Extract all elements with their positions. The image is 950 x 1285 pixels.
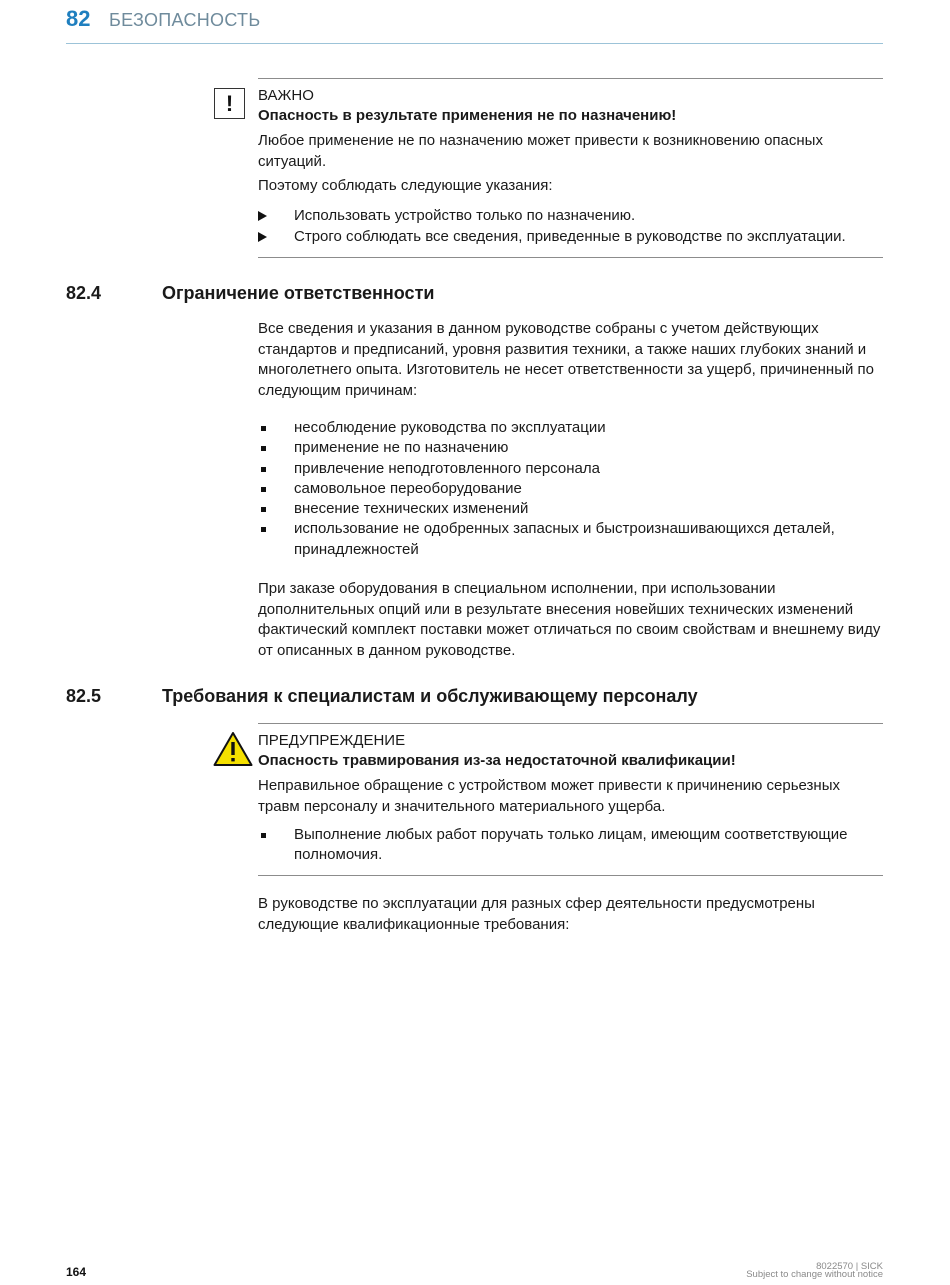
warning-bottom-rule (258, 875, 883, 876)
notice-headline: Опасность в результате применения не по назначению! (258, 107, 677, 124)
chapter-title: БЕЗОПАСНОСТЬ (109, 10, 261, 30)
warning-label: ПРЕДУПРЕЖДЕНИЕ (258, 732, 406, 749)
warning-list (258, 825, 883, 866)
arrow-bullet-icon (258, 232, 267, 242)
notice-lead: Поэтому соблюдать следующие указания: (258, 177, 553, 194)
section-number: 82.5 (66, 686, 102, 706)
square-bullet-icon (261, 507, 266, 512)
warning-triangle-icon (213, 731, 253, 767)
notice-list (258, 206, 883, 248)
notice-text: Любое применение не по назначению может привести к возникновению опасных ситуаций. (258, 132, 823, 170)
page-number: 164 (66, 1265, 87, 1279)
notice-bottom-rule (258, 257, 883, 258)
list-item: применение не по назначению (258, 438, 883, 458)
warning-headline: Опасность травмирования из-за недостаточной квалификации! (258, 752, 736, 769)
square-bullet-icon (261, 446, 266, 451)
section-number: 82.4 (66, 283, 102, 303)
header-divider (66, 43, 883, 44)
section-paragraph: Все сведения и указания в данном руководстве собраны с учетом действующих стандартов и предписаний, уровня развития техники, а также наших глубоких знаний и многолетнего опыта. Изготовитель не несет ответственности за ущерб, причиненный по следующим причинам: (258, 320, 875, 399)
section-paragraph: При заказе оборудования в специальном исполнении, при использовании дополнительных опций или в результате внесения новейших технических изменений фактический комплект поставки может отличаться по своим свойствам и внешнему виду от описанных в данном руководстве. (258, 580, 881, 659)
section-title: Ограничение ответственности (162, 283, 435, 303)
square-bullet-icon (261, 467, 266, 472)
square-bullet-icon (261, 487, 266, 492)
document-reference: 8022570 | SICK (816, 1261, 883, 1272)
warning-top-rule (258, 723, 883, 724)
liability-list (258, 418, 883, 560)
list-item: Использовать устройство только по назначению. (258, 206, 883, 226)
chapter-number: 82 (66, 6, 91, 31)
list-item: использование не одобренных запасных и быстроизнашивающихся деталей, принадлежностей (258, 519, 883, 560)
list-item: самовольное переоборудование (258, 479, 883, 499)
footer-disclaimer: Subject to change without notice (746, 1269, 883, 1280)
list-item: привлечение неподготовленного персонала (258, 459, 883, 479)
list-item: несоблюдение руководства по эксплуатации (258, 418, 883, 438)
square-bullet-icon (261, 426, 266, 431)
square-bullet-icon (261, 527, 266, 532)
notice-label: ВАЖНО (258, 87, 314, 104)
warning-text: Неправильное обращение с устройством может привести к причинению серьезных травм персоналу и значительного материального ущерба. (258, 777, 840, 815)
section-title: Требования к специалистам и обслуживающему персоналу (162, 686, 698, 706)
arrow-bullet-icon (258, 211, 267, 221)
list-item: Выполнение любых работ поручать только лицам, имеющим соответствующие полномочия. (258, 825, 883, 866)
list-item: Строго соблюдать все сведения, приведенные в руководстве по эксплуатации. (258, 227, 883, 247)
notice-top-rule (258, 78, 883, 79)
closing-paragraph: В руководстве по эксплуатации для разных сфер деятельности предусмотрены следующие квалификационные требования: (258, 895, 815, 933)
square-bullet-icon (261, 833, 266, 838)
exclamation-icon: ! (214, 88, 245, 119)
list-item: внесение технических изменений (258, 499, 883, 519)
